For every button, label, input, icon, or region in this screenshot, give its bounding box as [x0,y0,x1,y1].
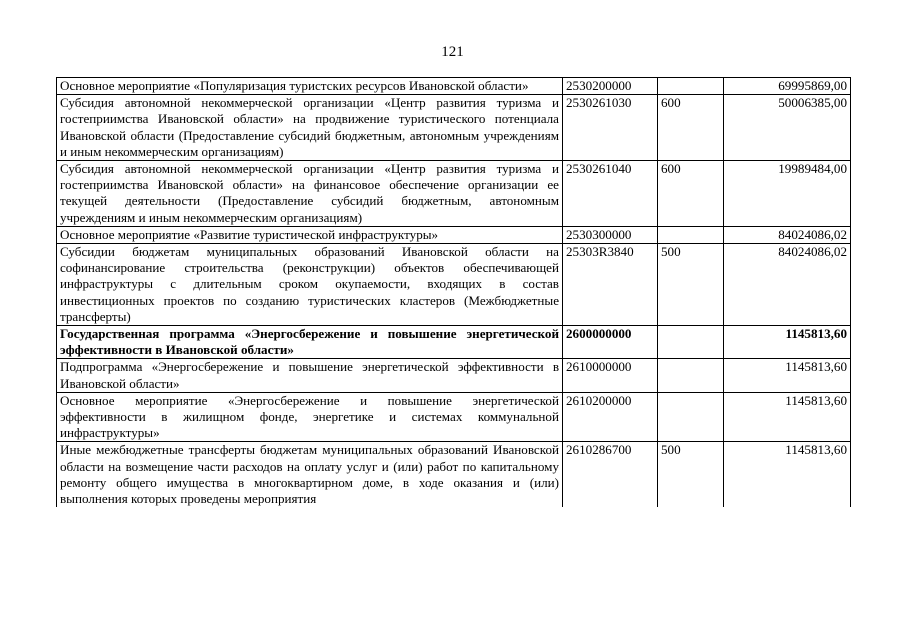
row-name-cell: Государственная программа «Энергосбережение и повышение энергетической эффективности в Ивановской области» [57,326,563,359]
row-name-cell: Основное мероприятие «Энергосбережение и повышение энергетической эффективности в жилищном фонде, энергетике и системах коммунальной инфраструктуры» [57,392,563,442]
row-code-cell: 2600000000 [563,326,658,359]
row-code-cell: 2610000000 [563,359,658,392]
row-name-cell: Основное мероприятие «Развитие туристической инфраструктуры» [57,226,563,243]
table-row [57,392,851,442]
row-type-cell: 500 [658,244,724,326]
row-name-cell: Субсидии бюджетам муниципальных образований Ивановской области на софинансирование строительства (реконструкции) объектов обеспечивающей инфраструктуры с длительным сроком окупаемости, входящих в состав инвестиционных проектов по созданию туристических кластеров (Межбюджетные трансферты) [57,244,563,326]
page-number: 121 [441,44,464,60]
row-sum-cell: 19989484,00 [724,161,851,227]
row-type-cell [658,226,724,243]
row-type-cell: 600 [658,161,724,227]
row-code-cell: 2530261030 [563,95,658,161]
table-row [57,442,851,507]
row-code-cell: 2610286700 [563,442,658,507]
row-type-cell [658,78,724,95]
row-name-cell: Субсидия автономной некоммерческой организации «Центр развития туризма и гостеприимства Ивановской области» на финансовое обеспечение организации ее текущей деятельности (Предоставление субсидий бюджетным, автономным учреждениям и иным некоммерческим организациям) [57,161,563,227]
row-code-cell: 2530200000 [563,78,658,95]
row-name-cell: Иные межбюджетные трансферты бюджетам муниципальных образований Ивановской области на возмещение части расходов на оплату услуг и (или) работ по капитальному ремонту общего имущества в многоквартирном доме, в ходе оказания и (или) выполнения которых проведены мероприятия [57,442,563,507]
row-type-cell: 600 [658,95,724,161]
row-type-cell [658,359,724,392]
row-sum-cell: 1145813,60 [724,359,851,392]
table-row [57,78,851,95]
row-code-cell: 2530300000 [563,226,658,243]
table-row [57,161,851,227]
budget-table-body [57,78,851,508]
row-sum-cell: 50006385,00 [724,95,851,161]
table-row-program [57,326,851,359]
row-type-cell [658,326,724,359]
table-row [57,359,851,392]
row-name-cell: Основное мероприятие «Популяризация туристских ресурсов Ивановской области» [57,78,563,95]
budget-table [56,77,851,507]
row-code-cell: 25303R3840 [563,244,658,326]
table-row [57,244,851,326]
table-row [57,95,851,161]
row-sum-cell: 69995869,00 [724,78,851,95]
row-sum-cell: 84024086,02 [724,244,851,326]
row-code-cell: 2610200000 [563,392,658,442]
row-sum-cell: 1145813,60 [724,326,851,359]
row-sum-cell: 1145813,60 [724,392,851,442]
table-row [57,226,851,243]
row-sum-cell: 84024086,02 [724,226,851,243]
row-code-cell: 2530261040 [563,161,658,227]
row-sum-cell: 1145813,60 [724,442,851,507]
row-name-cell: Подпрограмма «Энергосбережение и повышение энергетической эффективности в Ивановской области» [57,359,563,392]
row-name-cell: Субсидия автономной некоммерческой организации «Центр развития туризма и гостеприимства Ивановской области» на продвижение туристического потенциала Ивановской области (Предоставление субсидий бюджетным, автономным учреждениям и иным некоммерческим организациям) [57,95,563,161]
row-type-cell [658,392,724,442]
row-type-cell: 500 [658,442,724,507]
